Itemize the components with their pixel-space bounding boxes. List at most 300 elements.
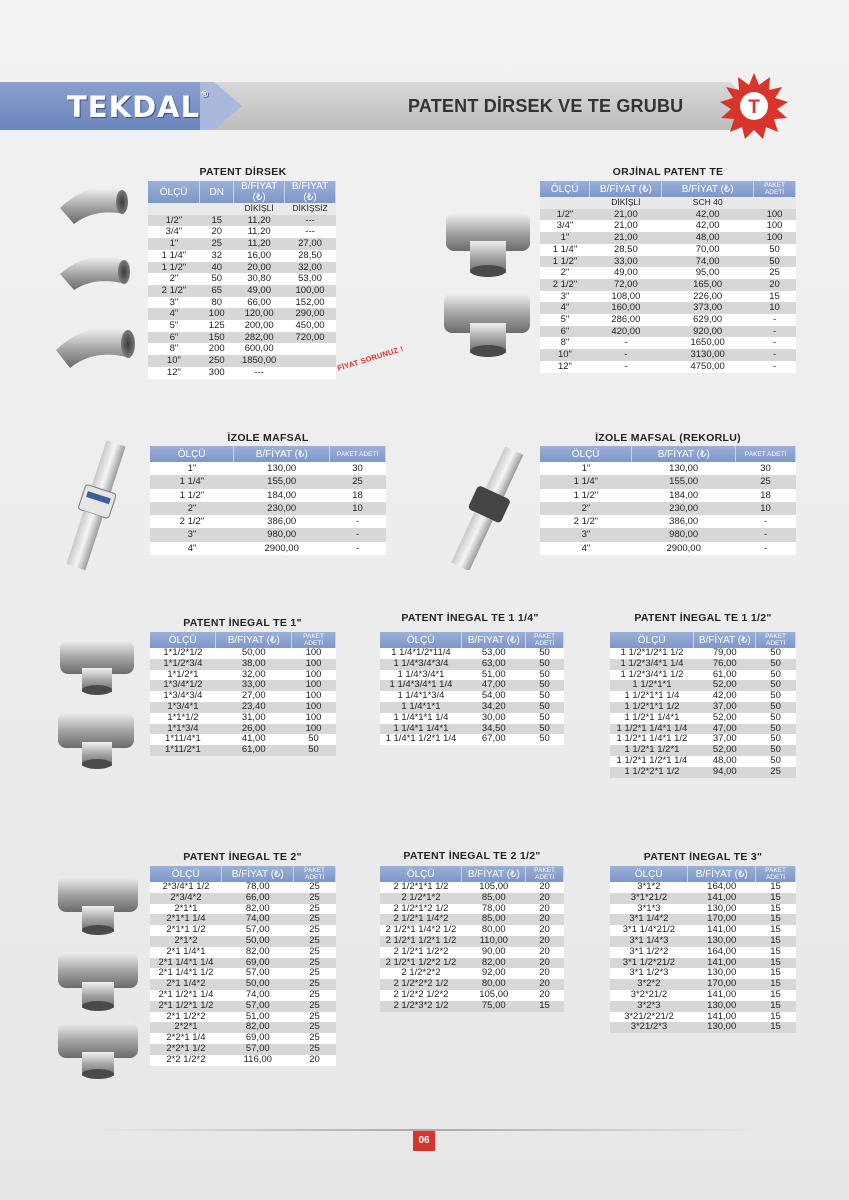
brand-badge-icon [718,73,790,139]
izole-mafsal-rekorlu-table [540,446,796,555]
table-cell: 50,00 [222,979,294,990]
col-header: B/FİYAT (₺) [285,181,336,203]
table-cell: 11,20 [234,226,285,238]
table-cell: 3/4" [540,220,590,232]
table-cell: 100 [754,220,796,232]
table-cell: 2*3/4*1 1/2 [150,882,222,893]
table-row [610,1022,796,1033]
table-cell: 30 [736,462,796,475]
table-cell: 26,00 [216,724,292,735]
table-cell: --- [285,215,336,227]
table-cell: 1*1*1/2 [150,713,216,724]
table-cell: 120,00 [234,308,285,320]
table-cell: 3*2*2 [610,979,688,990]
table-cell: 160,00 [590,302,662,314]
table-cell: - [736,542,796,555]
table-cell: 130,00 [632,462,736,475]
table-cell: 85,00 [462,914,526,925]
table-cell: 50 [756,680,796,691]
table-cell: 8" [148,343,200,355]
table-cell: 170,00 [688,979,756,990]
table-cell: 20 [526,968,564,979]
col-header: B/FİYAT (₺) [688,866,756,882]
table-cell: 2 1/2" [148,285,200,297]
price-ask-stamp: FİYAT SORUNUZ ! [336,344,405,373]
table-cell: - [736,528,796,541]
col-header: B/FİYAT (₺) [662,181,754,197]
table-cell: 15 [756,958,796,969]
table-cell: 47,00 [462,680,526,691]
table-cell: 50 [754,244,796,256]
table-cell: 42,00 [662,220,754,232]
table-cell: 3*1 1/2*3 [610,968,688,979]
col-header: ÖLÇÜ [380,866,462,882]
table-cell: 386,00 [234,515,330,528]
table-cell: 1*3/4*3/4 [150,691,216,702]
table-cell: 2 1/2" [150,515,234,528]
table-cell: 25 [294,904,336,915]
table-cell: 42,00 [694,691,756,702]
table-cell: 100 [292,702,336,713]
table-cell: 3" [150,528,234,541]
table-cell: 15 [756,947,796,958]
table-cell: 130,00 [234,462,330,475]
table-cell: 2*1 1/2*1 1/4 [150,990,222,1001]
table-cell: 100,00 [285,285,336,297]
table-cell: 50,00 [222,936,294,947]
table-cell: 15 [756,1022,796,1033]
table-cell: 100 [292,648,336,659]
col-header: PAKET ADETİ [756,632,796,648]
table-row [540,528,796,541]
subheader-cell [754,197,796,209]
table-cell: 31,00 [216,713,292,724]
table-cell: 1 1/2" [148,262,200,274]
table-cell: 10" [148,355,200,367]
table-cell: 54,00 [462,691,526,702]
table-cell: 141,00 [688,958,756,969]
section-title-orjinal-patent-te: ORJİNAL PATENT TE [612,166,724,178]
table-cell: 1*1/2*1/2 [150,648,216,659]
insulated-union-image [50,440,140,570]
table-cell: 50 [526,691,564,702]
table-cell: 15 [526,1001,564,1012]
table-cell: 25 [294,936,336,947]
table-cell: 184,00 [234,489,330,502]
table-row [148,262,336,274]
table-cell: 49,00 [234,285,285,297]
table-cell: 980,00 [234,528,330,541]
table-cell: 1" [148,238,200,250]
col-header: ÖLÇÜ [150,866,222,882]
table-cell: 2900,00 [632,542,736,555]
table-cell: 50 [292,734,336,745]
table-row [148,226,336,238]
brand-logo: TEKDAL® [67,90,211,124]
table-cell: 25 [330,475,386,488]
table-cell [285,367,336,379]
table-cell: 25 [294,990,336,1001]
table-cell: 53,00 [462,648,526,659]
table-row [150,713,336,724]
table-cell: 100 [292,670,336,681]
col-header: PAKET ADETİ [736,446,796,462]
table-cell: 66,00 [234,297,285,309]
table-cell: 25 [754,267,796,279]
table-cell: 52,00 [694,680,756,691]
table-cell: 20 [526,947,564,958]
table-cell: --- [285,226,336,238]
table-cell: 25 [294,893,336,904]
table-cell: 30,00 [462,713,526,724]
table-cell: 2*1 1/4*1 [150,947,222,958]
table-cell: 95,00 [662,267,754,279]
table-cell: 65 [200,285,234,297]
table-cell: 1*3/4*1/2 [150,680,216,691]
table-cell: 1*1*3/4 [150,724,216,735]
table-row [610,659,796,670]
table-cell: 15 [756,904,796,915]
table-cell: 51,00 [222,1012,294,1023]
table-cell: 32,00 [216,670,292,681]
table-cell: 164,00 [688,882,756,893]
table-cell: 3*1*21/2 [610,893,688,904]
table-row [540,475,796,488]
table-cell: 2*3/4*2 [150,893,222,904]
col-header: DN [200,181,234,203]
table-cell: 30,80 [234,273,285,285]
inegal-te-1-1-4-table [380,632,564,745]
table-cell: 25 [756,767,796,778]
table-cell: 50 [526,734,564,745]
col-header: B/FİYAT (₺) [234,446,330,462]
table-cell: 20 [200,226,234,238]
table-cell: 105,00 [462,990,526,1001]
col-header: B/FİYAT (₺) [694,632,756,648]
table-cell: 20 [526,893,564,904]
table-cell: 15 [754,291,796,303]
table-cell: 1 1/2*3/4*1 1/2 [610,670,694,681]
table-row [148,308,336,320]
table-cell: 4" [540,302,590,314]
table-cell: 230,00 [234,502,330,515]
table-cell: - [736,515,796,528]
table-cell: 42,00 [662,209,754,221]
col-header: ÖLÇÜ [148,181,200,203]
table-cell: 116,00 [222,1055,294,1066]
table-cell: 1/2" [540,209,590,221]
table-cell: 32 [200,250,234,262]
table-cell: 50 [756,756,796,767]
table-cell: 25 [200,238,234,250]
col-header: ÖLÇÜ [610,866,688,882]
table-cell: 3*2*3 [610,1001,688,1012]
table-cell: 2 1/2*1 1/4*2 1/2 [380,925,462,936]
table-cell: 2*1*1 [150,904,222,915]
table-cell: 4750,00 [662,361,754,373]
table-cell: 3*1*3 [610,904,688,915]
table-cell: 1 1/4*1*1 [380,702,462,713]
orjinal-patent-te-table [540,181,796,373]
table-cell: 10 [736,502,796,515]
table-cell: 100 [292,724,336,735]
col-header: ÖLÇÜ [150,632,216,648]
table-cell: 32,00 [285,262,336,274]
table-cell: 57,00 [222,1044,294,1055]
table-cell: 50 [200,273,234,285]
table-cell: - [754,326,796,338]
table-cell: 3*1 1/4*3 [610,936,688,947]
section-title-inegal-te-1-1-2: PATENT İNEGAL TE 1 1/2" [634,612,772,624]
table-cell: 70,00 [662,244,754,256]
table-cell: 51,00 [462,670,526,681]
table-cell: 250 [200,355,234,367]
table-row [150,528,386,541]
table-cell: 48,00 [694,756,756,767]
table-cell: 286,00 [590,314,662,326]
table-cell: - [754,349,796,361]
table-cell: 34,20 [462,702,526,713]
table-cell: 20 [754,279,796,291]
table-cell: 125 [200,320,234,332]
table-cell: 50 [756,734,796,745]
table-cell: 155,00 [632,475,736,488]
table-row [540,326,796,338]
table-row [148,355,336,367]
table-cell: 50,00 [216,648,292,659]
table-cell: 20 [526,936,564,947]
table-cell: 3130,00 [662,349,754,361]
inegal-te-2-1-2-table [380,866,564,1012]
table-cell: 3" [540,528,632,541]
subheader-cell: SCH 40 [662,197,754,209]
table-cell: 100 [292,691,336,702]
table-cell: 18 [736,489,796,502]
table-cell: 50 [526,713,564,724]
table-cell: 1850,00 [234,355,285,367]
table-cell: 1 1/2" [150,489,234,502]
table-row [540,462,796,475]
table-cell: 2*2 1/2*2 [150,1055,222,1066]
table-row [540,314,796,326]
table-cell: 25 [294,1001,336,1012]
table-row [540,502,796,515]
table-cell: 170,00 [688,914,756,925]
table-row [540,337,796,349]
table-cell: 90,00 [462,947,526,958]
col-header: ÖLÇÜ [380,632,462,648]
table-row [150,489,386,502]
table-cell: 20 [526,925,564,936]
table-row [540,361,796,373]
table-cell: 6" [540,326,590,338]
table-cell: 15 [756,893,796,904]
table-cell: 33,00 [216,680,292,691]
subheader-row [540,197,796,209]
table-cell: 100 [292,659,336,670]
table-cell: 2 1/2*1*2 1/2 [380,904,462,915]
table-cell: 50 [526,648,564,659]
table-cell: - [754,361,796,373]
elbow-fittings-image [50,180,140,380]
table-row [610,767,796,778]
table-cell: 82,00 [222,904,294,915]
table-cell: 80 [200,297,234,309]
col-header: B/FİYAT (₺) [234,181,285,203]
table-cell: 3*2*21/2 [610,990,688,1001]
col-header: ÖLÇÜ [610,632,694,648]
table-cell: 100 [200,308,234,320]
table-cell: 1 1/2*1 1/2*1 1/4 [610,756,694,767]
col-header: PAKET ADETİ [526,632,564,648]
insulated-union-rekorlu-image [440,445,536,570]
table-row [148,297,336,309]
table-cell: 1 1/2*1 1/2*1 [610,745,694,756]
table-cell: 21,00 [590,209,662,221]
col-header: B/FİYAT (₺) [632,446,736,462]
table-row [150,515,386,528]
table-cell: 373,00 [662,302,754,314]
table-row [380,659,564,670]
table-cell: 2*1*2 [150,936,222,947]
table-cell: 1 1/4*3/4*1 1/4 [380,680,462,691]
table-cell: 25 [294,968,336,979]
table-row [148,238,336,250]
table-cell: 94,00 [694,767,756,778]
table-cell: 3" [540,291,590,303]
table-cell: 386,00 [632,515,736,528]
table-cell: 8" [540,337,590,349]
table-cell: 230,00 [632,502,736,515]
table-row [380,1001,564,1012]
table-row [380,713,564,724]
table-cell: 53,00 [285,273,336,285]
table-cell: 20 [526,904,564,915]
svg-text:T: T [748,97,760,118]
table-cell: 52,00 [694,713,756,724]
table-row [148,285,336,297]
table-row [148,215,336,227]
table-row [150,947,336,958]
table-row [540,489,796,502]
table-cell: 50 [756,691,796,702]
table-cell: 69,00 [222,958,294,969]
table-cell: 1" [150,462,234,475]
table-cell: 25 [294,979,336,990]
table-cell: 82,00 [222,1022,294,1033]
table-row [610,1001,796,1012]
table-cell: 15 [200,215,234,227]
table-cell: 1*11/2*1 [150,745,216,756]
table-cell: 2*2*1 1/4 [150,1033,222,1044]
table-cell: 1 1/2*1*1 1/2 [610,702,694,713]
table-row [380,893,564,904]
table-cell: 164,00 [688,947,756,958]
table-cell: 15 [756,1001,796,1012]
table-cell: 2900,00 [234,542,330,555]
table-row [150,1001,336,1012]
table-cell: - [754,337,796,349]
table-cell: 30 [330,462,386,475]
table-cell: 41,00 [216,734,292,745]
table-cell: 1 1/2" [540,489,632,502]
table-row [540,279,796,291]
table-cell: 2 1/2*2*2 1/2 [380,979,462,990]
table-cell: 2 1/2*1*2 [380,893,462,904]
section-title-patent-dirsek: PATENT DİRSEK [199,166,287,178]
table-cell: 1*1/2*1 [150,670,216,681]
table-cell: 20 [526,979,564,990]
table-cell: 61,00 [694,670,756,681]
subheader-cell: DİKİŞLİ [590,197,662,209]
table-cell: 25 [294,1033,336,1044]
table-cell: 1 1/4" [150,475,234,488]
table-cell: 141,00 [688,990,756,1001]
table-cell: - [590,361,662,373]
table-row [540,542,796,555]
table-cell: 4" [540,542,632,555]
table-cell: 10 [330,502,386,515]
table-cell: 200 [200,343,234,355]
table-cell: 20 [526,882,564,893]
table-cell: 25 [294,925,336,936]
table-cell: - [590,349,662,361]
table-cell: 85,00 [462,893,526,904]
table-cell: 25 [736,475,796,488]
table-row [150,502,386,515]
table-cell: 1 1/4*3/4*3/4 [380,659,462,670]
table-cell: 50 [756,702,796,713]
table-cell: 50 [526,724,564,735]
table-cell: 1" [540,462,632,475]
table-cell: 74,00 [662,256,754,268]
subheader-row [148,203,336,215]
table-cell: 2 1/2*1 1/2*2 1/2 [380,958,462,969]
table-cell: 50 [526,659,564,670]
table-row [380,947,564,958]
table-cell: 25 [294,958,336,969]
table-cell: 226,00 [662,291,754,303]
table-cell: 75,00 [462,1001,526,1012]
table-cell: 3" [148,297,200,309]
table-cell: 130,00 [688,1022,756,1033]
table-row [610,713,796,724]
table-cell: 1 1/4" [540,475,632,488]
col-header: B/FİYAT (₺) [222,866,294,882]
table-cell: 50 [756,713,796,724]
table-cell: 2" [540,267,590,279]
table-cell: 629,00 [662,314,754,326]
subheader-cell [148,203,200,215]
page-title: PATENT DİRSEK VE TE GRUBU [408,96,684,116]
table-cell: 74,00 [222,914,294,925]
table-cell: 1*11/4*1 [150,734,216,745]
table-cell: 2*2*1 [150,1022,222,1033]
table-cell: 52,00 [694,745,756,756]
section-title-izole-mafsal-rekorlu: İZOLE MAFSAL (REKORLU) [595,432,741,444]
table-cell: 20 [294,1055,336,1066]
table-cell: 50 [756,648,796,659]
table-cell: 57,00 [222,925,294,936]
table-cell: 980,00 [632,528,736,541]
table-cell: 1 1/2*1 1/4*1 1/4 [610,724,694,735]
table-cell: 92,00 [462,968,526,979]
table-cell: 2*1 1/4*1 1/4 [150,958,222,969]
table-cell: 37,00 [694,734,756,745]
table-cell: 66,00 [222,893,294,904]
col-header: PAKET ADETİ [294,866,336,882]
table-cell: 1 1/2*1 1/4*1 1/2 [610,734,694,745]
